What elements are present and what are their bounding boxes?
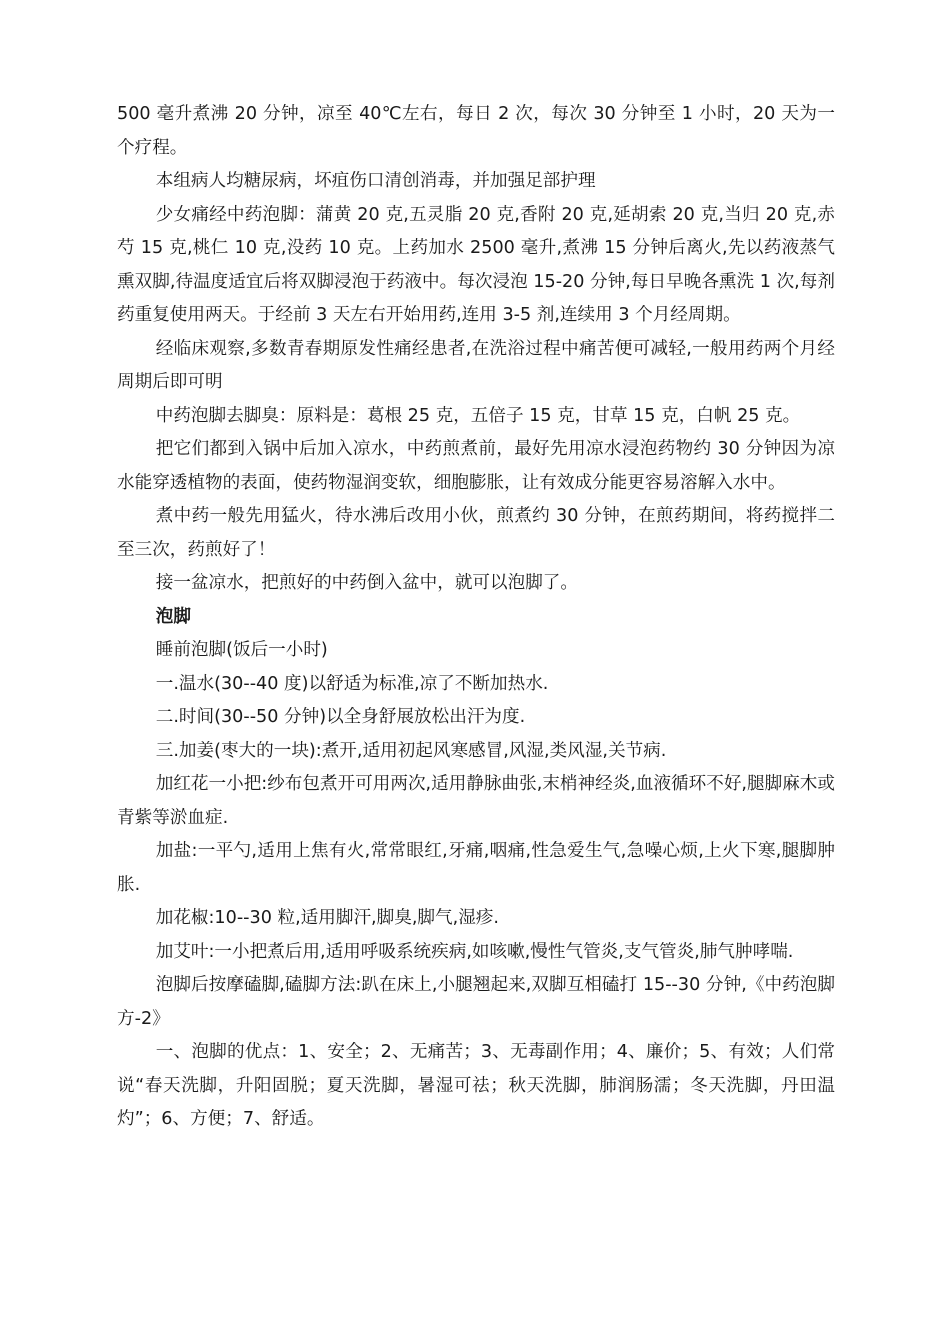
paragraph-4: 经临床观察,多数青春期原发性痛经患者,在洗浴过程中痛苦便可减轻,一般用药两个月经周期后即可明 — [117, 338, 835, 392]
paragraph-14: 加红花一小把:纱布包煮开可用两次,适用静脉曲张,末梢神经炎,血液循环不好,腿脚麻木或青紫等淤血症. — [117, 774, 835, 828]
paragraph-11: 一.温水(30--40 度)以舒适为标准,凉了不断加热水. — [155, 673, 549, 694]
paragraph-1: 500 毫升煮沸 20 分钟，凉至 40℃左右，每日 2 次，每次 30 分钟至 1 小时，20 天为一个疗程。 — [117, 104, 835, 158]
paragraph-2: 本组病人均糖尿病，坏疽伤口清创消毒，并加强足部护理 — [155, 171, 596, 191]
section-heading: 泡脚 — [155, 606, 191, 627]
paragraph-19: 一、泡脚的优点：1、安全；2、无痛苦；3、无毒副作用；4、廉价；5、有效；人们常说“春天洗脚，升阳固脱；夏天洗脚，暑湿可祛；秋天洗脚，肺润肠濡；冬天洗脚，丹田温灼”；6、方便；7、舒适。 — [117, 1042, 835, 1129]
paragraph-18: 泡脚后按摩磕脚,磕脚方法:趴在床上,小腿翘起来,双脚互相磕打 15--30 分钟,《中药泡脚方-2》 — [117, 975, 835, 1029]
paragraph-12: 二.时间(30--50 分钟)以全身舒展放松出汗为度. — [155, 707, 526, 727]
paragraph-3: 少女痛经中药泡脚：蒲黄 20 克,五灵脂 20 克,香附 20 克,延胡索 20 克,当归 20 克,赤芍 15 克,桃仁 10 克,没药 10 克。上药加水 2500 毫升,煮沸 15 分钟后离火,先以药液蒸气熏双脚,待温度适宜后将双脚浸泡于药液中。每次浸泡 15-20 分钟,每日早晚各熏洗 1 次,每剂药重复使用两天。于经前 3 天左右开始用药,连用 3-5 剂,连续用 3 个月经周期。 — [117, 204, 835, 325]
paragraph-16: 加花椒:10--30 粒,适用脚汗,脚臭,脚气,湿疹. — [155, 908, 499, 928]
document-page — [117, 98, 835, 1137]
paragraph-7: 煮中药一般先用猛火，待水沸后改用小伙，煎煮约 30 分钟，在煎药期间，将药搅拌二至三次，药煎好了！ — [117, 506, 835, 560]
paragraph-6: 把它们都到入锅中后加入凉水，中药煎煮前，最好先用凉水浸泡药物约 30 分钟因为凉水能穿透植物的表面，使药物湿润变软，细胞膨胀，让有效成分能更容易溶解入水中。 — [117, 439, 835, 493]
paragraph-17: 加艾叶:一小把煮后用,适用呼吸系统疾病,如咳嗽,慢性气管炎,支气管炎,肺气肿哮喘. — [155, 941, 794, 962]
paragraph-8: 接一盆凉水，把煎好的中药倒入盆中，就可以泡脚了。 — [155, 573, 578, 593]
paragraph-15: 加盐:一平勺,适用上焦有火,常常眼红,牙痛,咽痛,性急爱生气,急噪心烦,上火下寒,腿脚肿胀. — [117, 841, 835, 895]
paragraph-5: 中药泡脚去脚臭：原料是：葛根 25 克，五倍子 15 克，甘草 15 克，白帆 25 克。 — [155, 405, 801, 426]
paragraph-13: 三.加姜(枣大的一块):煮开,适用初起风寒感冒,风湿,类风湿,关节病. — [155, 740, 667, 761]
paragraph-10: 睡前泡脚(饭后一小时) — [155, 640, 328, 660]
